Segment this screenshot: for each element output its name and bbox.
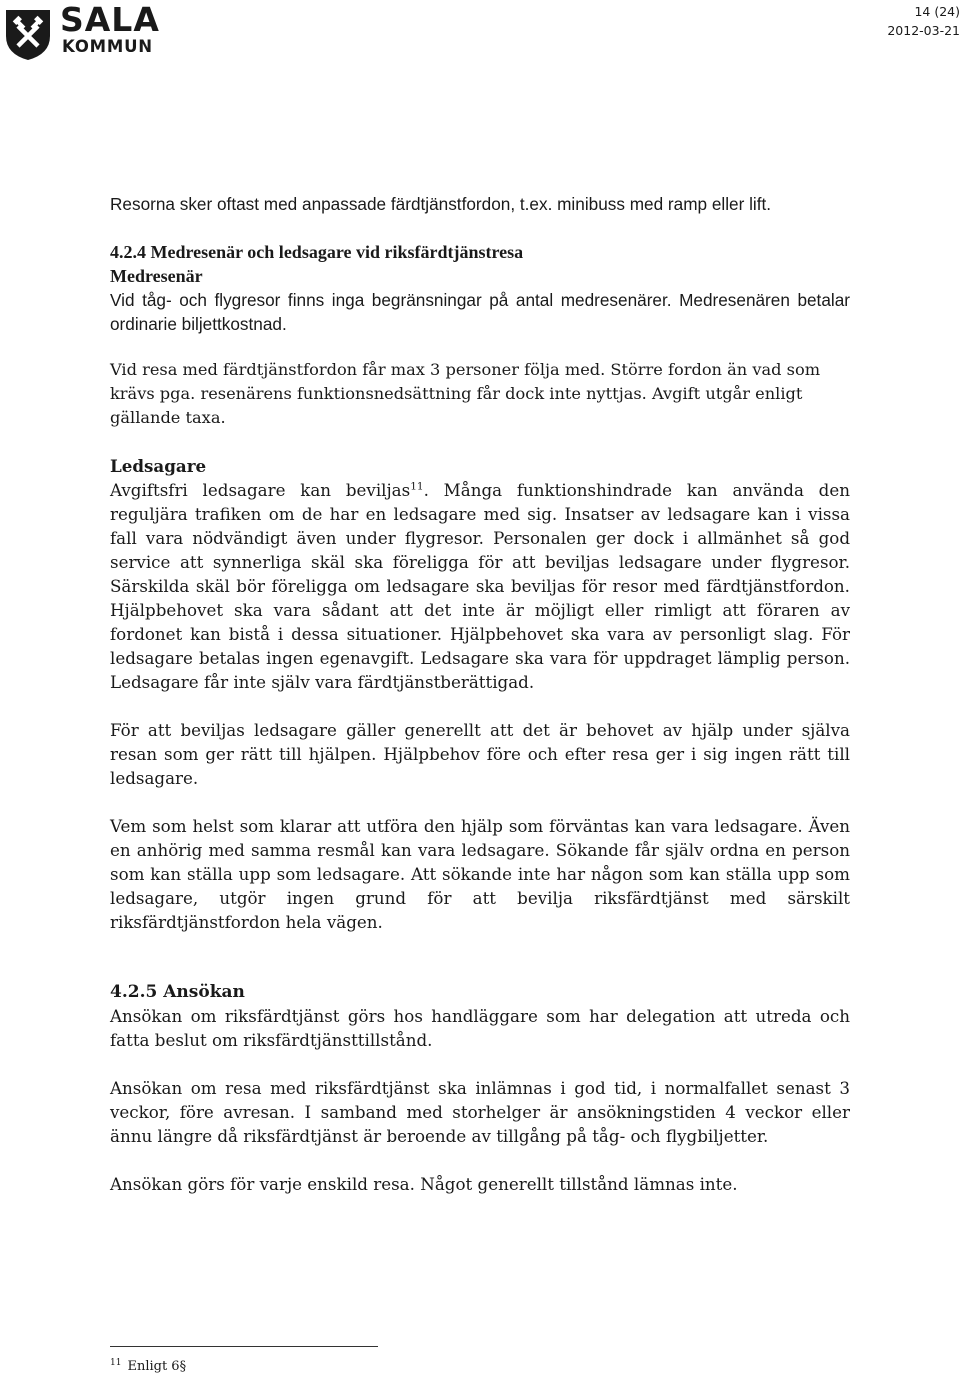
paragraph-ledsagare-1-start: Avgiftsfri ledsagare kan beviljas [110,480,411,500]
section-title: 4.2.4 Medresenär och ledsagare vid riksfärdtjänstresa [110,242,524,262]
footnote-number: 11 [110,1357,122,1368]
page-number: 14 (24) [914,4,960,19]
shield-hammers-icon [2,6,54,62]
paragraph-medresenar-2: Vid resa med färdtjänstfordon får max 3 personer följa med. Större fordon än vad som krävs pga. resenärens funktionsnedsättning får dock inte nyttjas. Avgift utgår enligt gällande taxa. [110,360,821,427]
paragraph-ansokan-2: Ansökan om resa med riksfärdtjänst ska inlämnas i god tid, i normalfallet senast 3 veckor, före avresan. I samband med storhelger är ansökningstiden 4 veckor eller ännu längre då riksfärdtjänst är beroende av tillgång på tåg- och flygbiljetter. [110,1078,850,1146]
footnote-ref: 11 [410,480,424,493]
paragraph-ansokan-1: Ansökan om riksfärdtjänst görs hos handläggare som har delegation att utreda och fatta beslut om riksfärdtjänsttillstånd. [110,1006,850,1050]
page-header-meta [887,2,960,40]
footnote [110,1358,186,1376]
subsection-title-medresenar: Medresenär [110,266,203,286]
paragraph-medresenar-1: Vid tåg- och flygresor finns inga begränsningar på antal medresenärer. Medresenären betalar ordinarie biljettkostnad. [110,290,850,334]
section-title-ansokan: 4.2.5 Ansökan [110,982,245,1002]
logo-text-kommun: KOMMUN [62,37,153,56]
paragraph-intro: Resorna sker oftast med anpassade färdtjänstfordon, t.ex. minibuss med ramp eller lift. [110,194,772,214]
footnote-separator [110,1346,378,1347]
document-date: 2012-03-21 [887,23,960,38]
paragraph-ledsagare-1-rest: . Många funktionshindrade kan använda den reguljära trafiken om de har en ledsagare med sig. Insatser av ledsagare kan i vissa fall vara nödvändigt även under flygresor. Personalen ger dock i allmänhet så god service att synnerliga skäl ska föreligga för att beviljas ledsagare under flygresor. Särskilda skäl bör föreligga om ledsagare ska beviljas för resor med färdtjänstfordon. Hjälpbehovet ska vara sådant att det inte är möjligt eller rimligt att föraren av fordonet kan bistå i dessa situationer. Hjälpbehovet ska vara av personligt slag. För ledsagare betalas ingen egenavgift. Ledsagare ska vara för uppdraget lämplig person. Ledsagare får inte själv vara färdtjänstberättigad. [110,480,850,692]
footnote-text: Enligt 6§ [127,1359,187,1374]
section-4-2-4 [110,240,850,336]
section-4-2-5 [110,980,850,1052]
subsection-title-ledsagare: Ledsagare [110,456,207,476]
paragraph-ledsagare-3: Vem som helst som klarar att utföra den hjälp som förväntas kan vara ledsagare. Även en anhörig med samma resmål kan vara ledsagare. Sökande får själv ordna en person som kan ställa upp som ledsagare. Att sökande inte har någon som kan ställa upp som ledsagare, utgör ingen grund för att bevilja riksfärdtjänst med särskilt riksfärdtjänstfordon hela vägen. [110,816,850,932]
document-body [110,192,850,1220]
section-ledsagare [110,454,850,694]
paragraph-ansokan-3: Ansökan görs för varje enskild resa. Något generellt tillstånd lämnas inte. [110,1174,738,1194]
logo-text-sala: SALA [60,0,160,39]
paragraph-ledsagare-2: För att beviljas ledsagare gäller generellt att det är behovet av hjälp under själva resan som ger rätt till hjälpen. Hjälpbehov före och efter resa ger i sig ingen rätt till ledsagare. [110,720,850,788]
sala-kommun-logo [0,2,170,64]
